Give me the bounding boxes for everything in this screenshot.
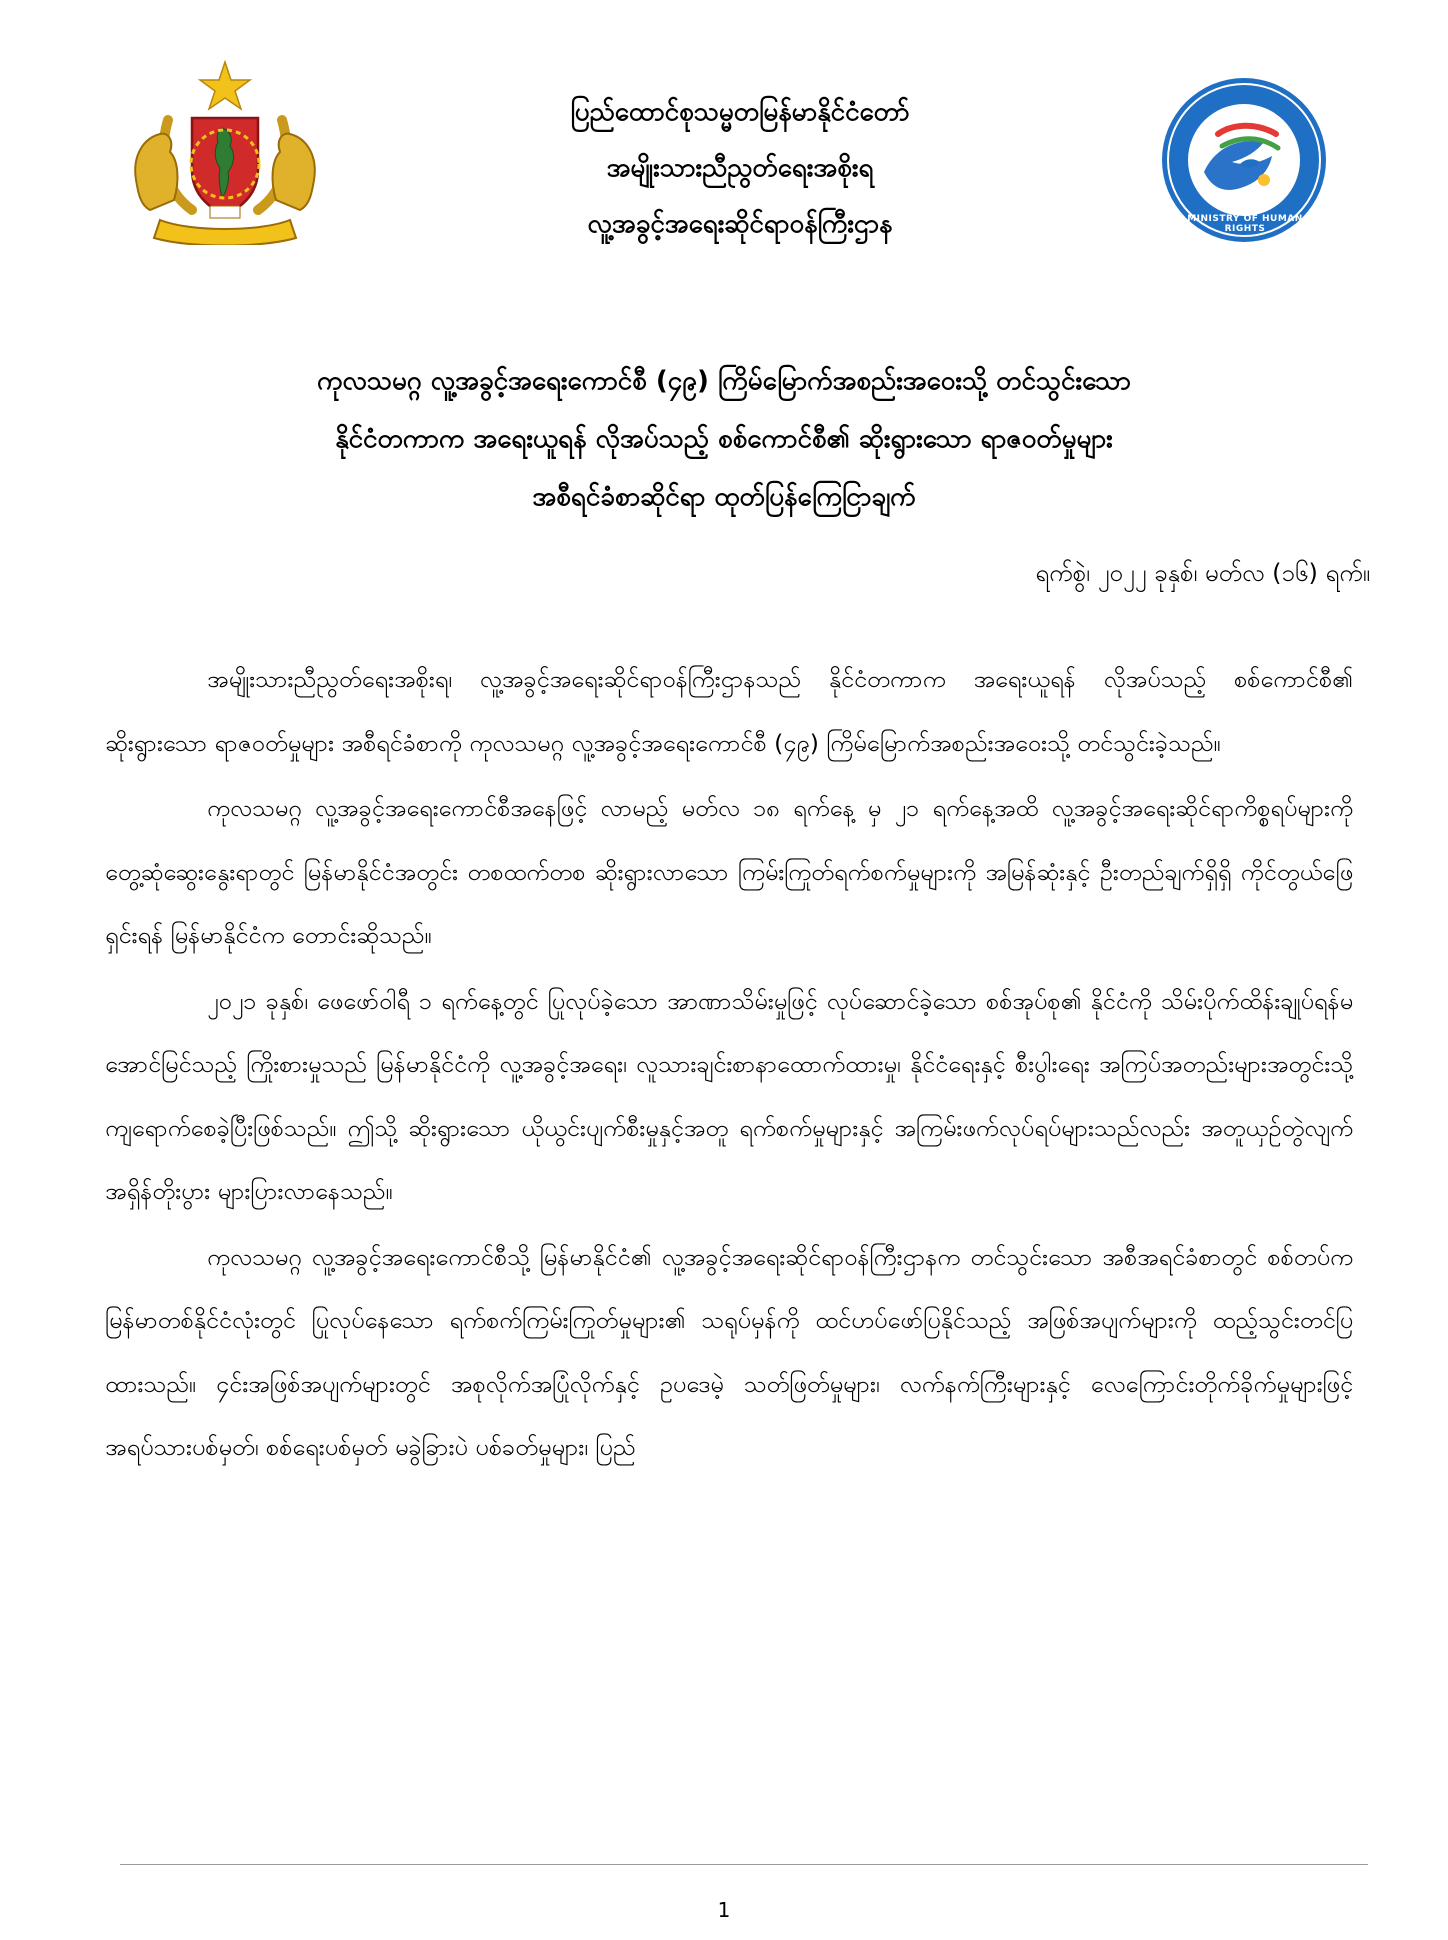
body-paragraph: ကုလသမဂ္ဂ လူ့အခွင့်အရေးကောင်စီသို့ မြန်မာနိုင်ငံ၏ လူ့အခွင့်အရေးဆိုင်ရာဝန်ကြီးဌာနက တင်သွင်းသော အစီအရင်ခံစာတွင် စစ်တပ်က မြန်မာတစ်နိုင်ငံလုံးတွင် ပြုလုပ်နေသော ရက်စက်ကြမ်းကြုတ်မှုများ၏ သရုပ်မှန်ကို ထင်ဟပ်ဖော်ပြနိုင်သည့် အဖြစ်အပျက်များကို ထည့်သွင်းတင်ပြထားသည်။ ၄င်းအဖြစ်အပျက်များတွင် အစုလိုက်အပြုံလိုက်နှင့် ဥပဒေမဲ့ သတ်ဖြတ်မှုများ၊ လက်နက်ကြီးများနှင့် လေကြောင်းတိုက်ခိုက်မှုများဖြင့် အရပ်သားပစ်မှတ်၊ စစ်ရေးပစ်မှတ် မခွဲခြားပဲ ပစ်ခတ်မှုများ၊ ပြည် [105,1242,1353,1461]
body-paragraph: အမျိုးသားညီညွတ်ရေးအစိုးရ၊ လူ့အခွင့်အရေးဆိုင်ရာဝန်ကြီးဌာနသည် နိုင်ငံတကာက အရေးယူရန် လိုအပ်သည့် စစ်ကောင်စီ၏ ဆိုးရွားသော ရာဇဝတ်မှုများ အစီရင်ခံစာကို ကုလသမဂ္ဂ လူ့အခွင့်အရေးကောင်စီ (၄၉) ကြိမ်မြောက်အစည်းအဝေးသို့ တင်သွင်းခဲ့သည်။ [105,665,1353,757]
header-line-country: ပြည်ထောင်စုသမ္မတမြန်မာနိုင်ငံတော် [570,97,910,127]
statement-date: ရက်စွဲ၊ ၂၀၂၂ ခုနှစ်၊ မတ်လ (၁၆) ရက်။ [1035,559,1370,587]
page-number: 1 [717,1898,731,1922]
statement-title-line: အစီရင်ခံစာဆိုင်ရာ ထုတ်ပြန်ကြေငြာချက် [532,482,916,512]
body-paragraph: ကုလသမဂ္ဂ လူ့အခွင့်အရေးကောင်စီအနေဖြင့် လာမည့် မတ်လ ၁၈ ရက်နေ့ မှ ၂၁ ရက်နေ့အထိ လူ့အခွင့်အရေးဆိုင်ရာကိစ္စရပ်များကို တွေ့ဆုံဆွေးနွေးရာတွင် မြန်မာနိုင်ငံအတွင်း တစထက်တစ ဆိုးရွားလာသော ကြမ်းကြုတ်ရက်စက်မှုများကို အမြန်ဆုံးနှင့် ဦးတည်ချက်ရှိရှိ ကိုင်တွယ်ဖြေရှင်းရန် မြန်မာနိုင်ငံက တောင်းဆိုသည်။ [105,794,1353,949]
ministry-logo-text: MINISTRY OF HUMAN RIGHTS [1187,214,1303,234]
statement-title-line: နိုင်ငံတကာက အရေးယူရန် လိုအပ်သည့် စစ်ကောင်စီ၏ ဆိုးရွားသော ရာဇဝတ်မှုများ [335,424,1113,454]
statement-title [160,352,1288,526]
header-titles [360,84,1120,252]
statement-body [105,648,1353,1480]
statement-title-line: ကုလသမဂ္ဂ လူ့အခွင့်အရေးကောင်စီ (၄၉) ကြိမ်မြောက်အစည်းအဝေးသို့ တင်သွင်းသော [317,366,1131,396]
footer-divider [120,1864,1368,1865]
header-line-government: အမျိုးသားညီညွတ်ရေးအစိုးရ [606,153,874,183]
body-paragraph: ၂၀၂၁ ခုနှစ်၊ ဖေဖော်ဝါရီ ၁ ရက်နေ့တွင် ပြုလုပ်ခဲ့သော အာဏာသိမ်းမှုဖြင့် လုပ်ဆောင်ခဲ့သော စစ်အုပ်စု၏ နိုင်ငံကို သိမ်းပိုက်ထိန်းချုပ်ရန်မအောင်မြင်သည့် ကြိုးစားမှုသည် မြန်မာနိုင်ငံကို လူ့အခွင့်အရေး၊ လူသားချင်းစာနာထောက်ထားမှု၊ နိုင်ငံရေးနှင့် စီးပွါးရေး အကြပ်အတည်းများအတွင်းသို့ ကျရောက်စေခဲ့ပြီးဖြစ်သည်။ ဤသို့ ဆိုးရွားသော ယိုယွင်းပျက်စီးမှုနှင့်အတူ ရက်စက်မှုများနှင့် အကြမ်းဖက်လုပ်ရပ်များသည်လည်း အတူယှဉ်တွဲလျက် အရှိန်တိုးပွား များပြားလာနေသည်။ [105,986,1353,1205]
myanmar-state-emblem-icon [130,60,320,245]
header-line-ministry: လူ့အခွင့်အရေးဆိုင်ရာဝန်ကြီးဌာန [587,209,893,239]
